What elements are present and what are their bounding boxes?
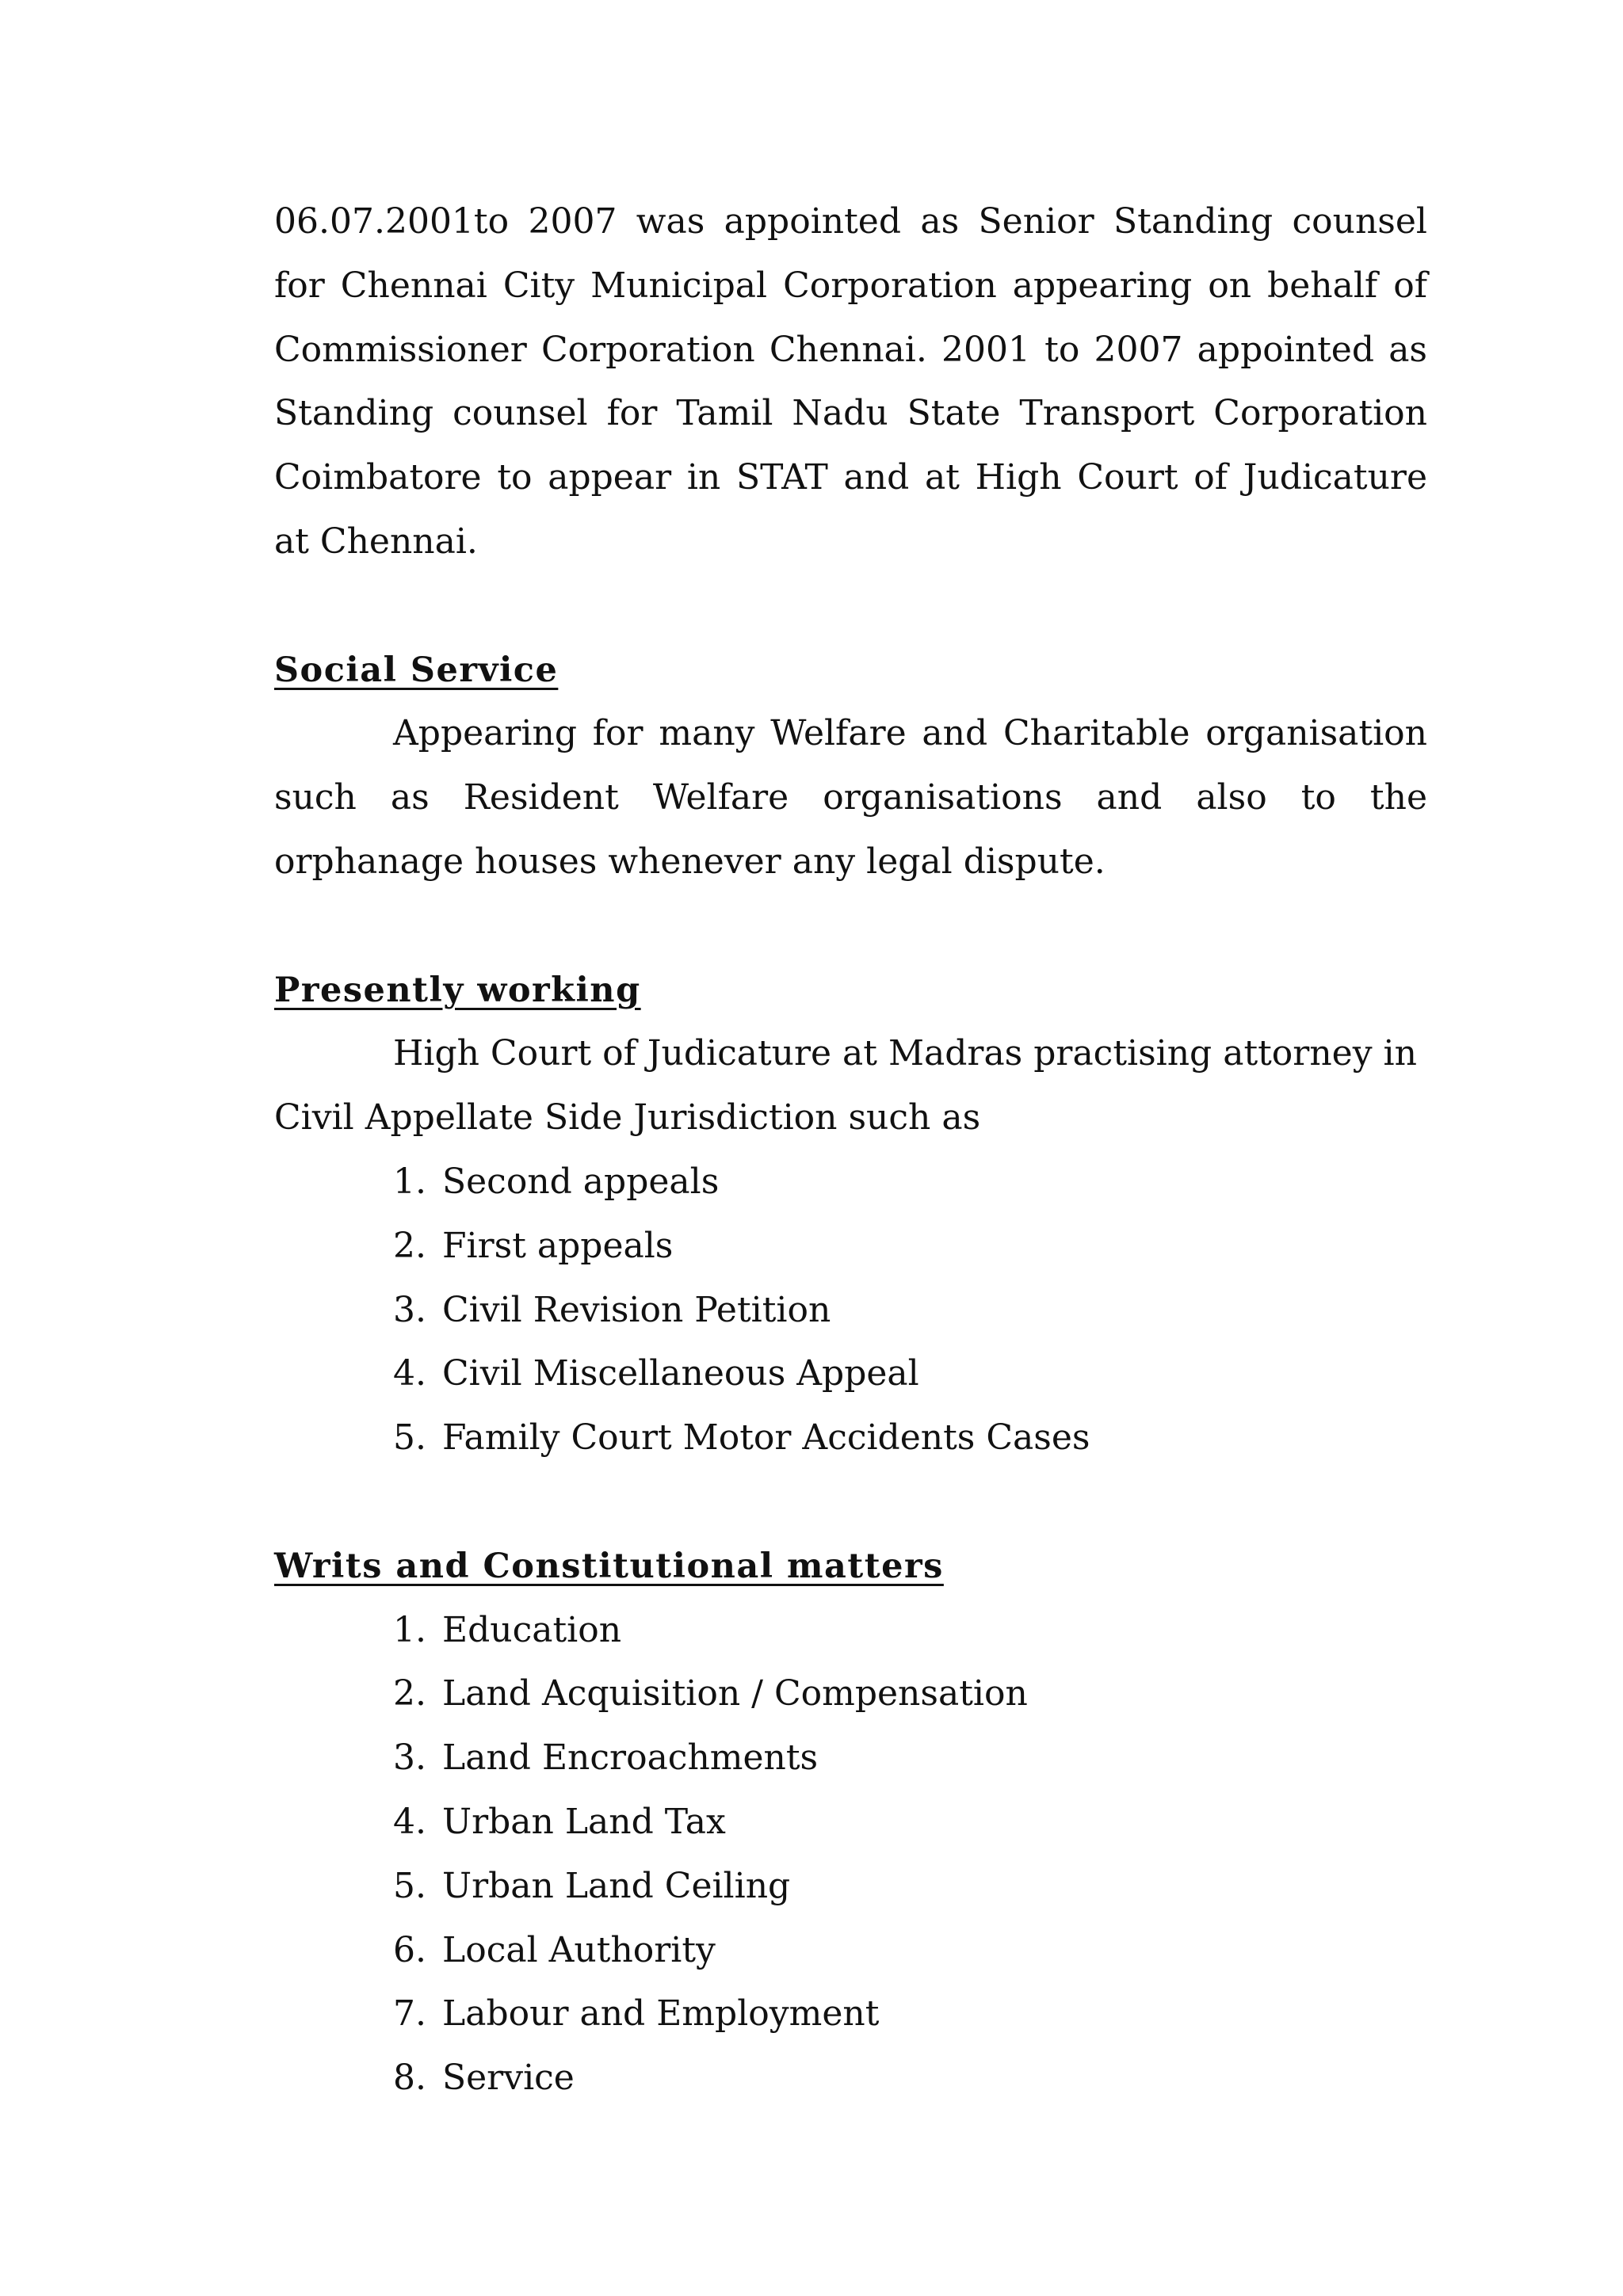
list-item-label: Civil Miscellaneous Appeal bbox=[442, 1353, 919, 1394]
writs-heading: Writs and Constitutional matters bbox=[274, 1546, 944, 1586]
writs-list bbox=[274, 1599, 1427, 2111]
presently-working-section bbox=[274, 959, 1427, 1470]
list-item bbox=[274, 1662, 1427, 1726]
list-item-number: 4. bbox=[393, 1353, 426, 1394]
list-item-number: 2. bbox=[393, 1673, 426, 1714]
list-item-number: 4. bbox=[393, 1801, 426, 1842]
list-item-label: Land Encroachments bbox=[442, 1737, 819, 1779]
list-item bbox=[274, 2046, 1427, 2111]
list-item-number: 8. bbox=[393, 2058, 426, 2099]
list-item bbox=[274, 1215, 1427, 1279]
list-item-number: 1. bbox=[393, 1161, 426, 1202]
list-item bbox=[274, 1150, 1427, 1215]
list-item-number: 7. bbox=[393, 1993, 426, 2035]
list-item bbox=[274, 1599, 1427, 1663]
list-item bbox=[274, 1406, 1427, 1470]
spacer bbox=[274, 1470, 1427, 1535]
list-item-number: 1. bbox=[393, 1609, 426, 1650]
list-item bbox=[274, 1791, 1427, 1855]
document-page bbox=[274, 190, 1427, 2111]
list-item bbox=[274, 1726, 1427, 1791]
list-item-number: 6. bbox=[393, 1929, 426, 1970]
list-item-label: Service bbox=[442, 2058, 575, 2099]
social-service-paragraph: Appearing for many Welfare and Charitable organisation such as Resident Welfare organisations and also to the orphanage houses whenever any legal dispute. bbox=[274, 713, 1427, 882]
list-item-label: Land Acquisition / Compensation bbox=[442, 1673, 1028, 1714]
list-item bbox=[274, 1919, 1427, 1983]
list-item-label: Civil Revision Petition bbox=[442, 1289, 831, 1330]
intro-paragraph: 06.07.2001to 2007 was appointed as Senior Standing counsel for Chennai City Municipal Corporation appearing on behalf of Commissioner Corporation Chennai. 2001 to 2007 appointed as Standing counsel for Tamil Nadu State Transport Corporation Coimbatore to appear in STAT and at High Court of Judicature at Chennai. bbox=[274, 201, 1427, 562]
spacer bbox=[274, 574, 1427, 639]
list-item-label: Labour and Employment bbox=[442, 1993, 880, 2035]
list-item-label: Urban Land Tax bbox=[442, 1801, 726, 1842]
list-item bbox=[274, 1342, 1427, 1406]
list-item bbox=[274, 1855, 1427, 1919]
list-item-number: 3. bbox=[393, 1289, 426, 1330]
list-item bbox=[274, 1279, 1427, 1343]
presently-working-heading: Presently working bbox=[274, 970, 641, 1010]
list-item-label: Local Authority bbox=[442, 1929, 716, 1970]
spacer bbox=[274, 894, 1427, 959]
writs-section bbox=[274, 1535, 1427, 2111]
list-item-label: Education bbox=[442, 1609, 622, 1650]
list-item-number: 5. bbox=[393, 1865, 426, 1906]
list-item-label: Second appeals bbox=[442, 1161, 720, 1202]
list-item-number: 3. bbox=[393, 1737, 426, 1779]
list-item-label: Family Court Motor Accidents Cases bbox=[442, 1417, 1090, 1459]
list-item bbox=[274, 1982, 1427, 2046]
list-item-number: 2. bbox=[393, 1225, 426, 1266]
list-item-label: First appeals bbox=[442, 1225, 674, 1266]
jurisdiction-list bbox=[274, 1150, 1427, 1470]
social-service-section bbox=[274, 639, 1427, 894]
list-item-number: 5. bbox=[393, 1417, 426, 1459]
social-service-heading: Social Service bbox=[274, 650, 559, 690]
presently-working-line-1: High Court of Judicature at Madras practising attorney in bbox=[393, 1033, 1417, 1074]
list-item-label: Urban Land Ceiling bbox=[442, 1865, 791, 1906]
presently-working-line-2: Civil Appellate Side Jurisdiction such as bbox=[274, 1097, 981, 1138]
